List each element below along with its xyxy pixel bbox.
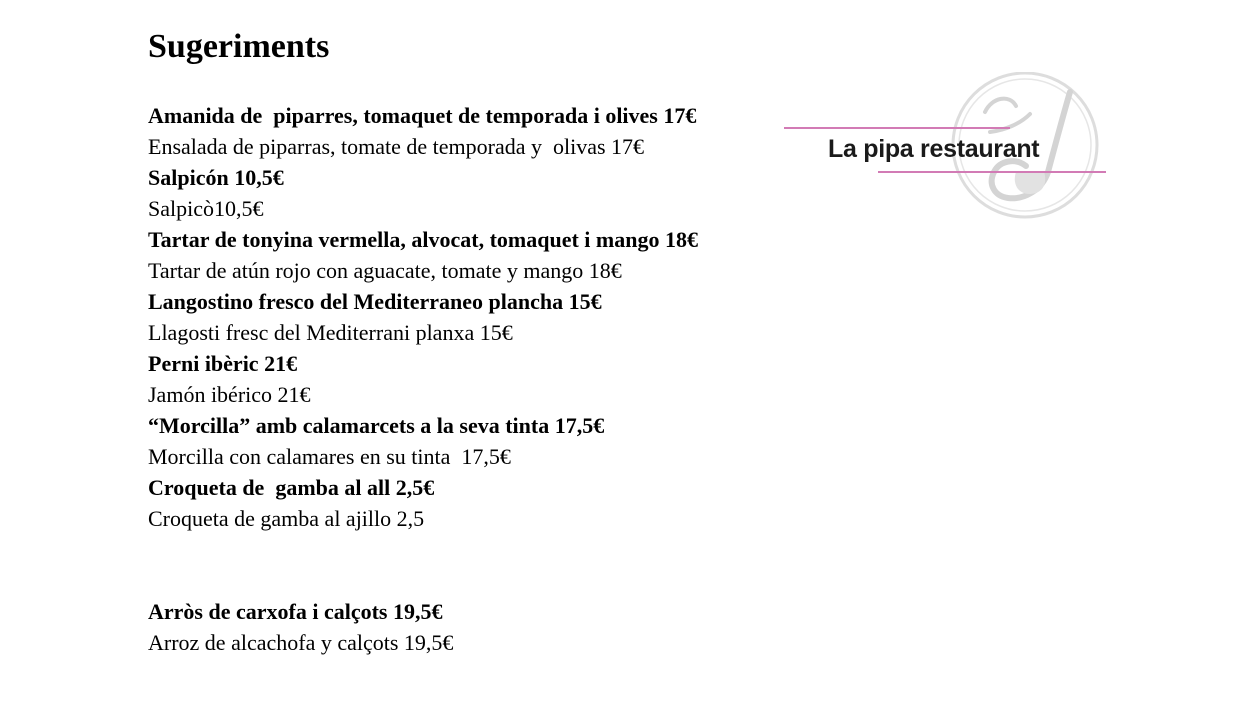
menu-item-name: Croqueta de gamba al all 2,5€ [148, 475, 435, 500]
menu-item-translation: Tartar de atún rojo con aguacate, tomate y mango 18€ [148, 258, 622, 283]
logo-text: La pipa restaurant [828, 135, 1040, 163]
page-title: Sugeriments [148, 28, 330, 65]
menu-list [148, 100, 828, 658]
menu-item-name: Langostino fresco del Mediterraneo plancha 15€ [148, 289, 602, 314]
menu-item-translation: Salpicò10,5€ [148, 196, 264, 221]
restaurant-logo [780, 72, 1110, 222]
menu-item-name: Arròs de carxofa i calçots 19,5€ [148, 599, 443, 624]
menu-item-name: “Morcilla” amb calamarcets a la seva tinta 17,5€ [148, 413, 605, 438]
menu-item-translation: Croqueta de gamba al ajillo 2,5 [148, 506, 425, 531]
menu-item-name: Perni ibèric 21€ [148, 351, 298, 376]
menu-item-translation: Llagosti fresc del Mediterrani planxa 15€ [148, 320, 513, 345]
menu-item-name: Amanida de piparres, tomaquet de temporada i olives 17€ [148, 103, 697, 128]
menu-item-translation: Arroz de alcachofa y calçots 19,5€ [148, 630, 454, 655]
menu-item-translation: Ensalada de piparras, tomate de temporada y olivas 17€ [148, 134, 645, 159]
menu-item-name: Tartar de tonyina vermella, alvocat, tomaquet i mango 18€ [148, 227, 698, 252]
menu-item-translation: Jamón ibérico 21€ [148, 382, 311, 407]
menu-item-translation: Morcilla con calamares en su tinta 17,5€ [148, 444, 511, 469]
menu-spacer [148, 534, 828, 596]
menu-item-name: Salpicón 10,5€ [148, 165, 284, 190]
